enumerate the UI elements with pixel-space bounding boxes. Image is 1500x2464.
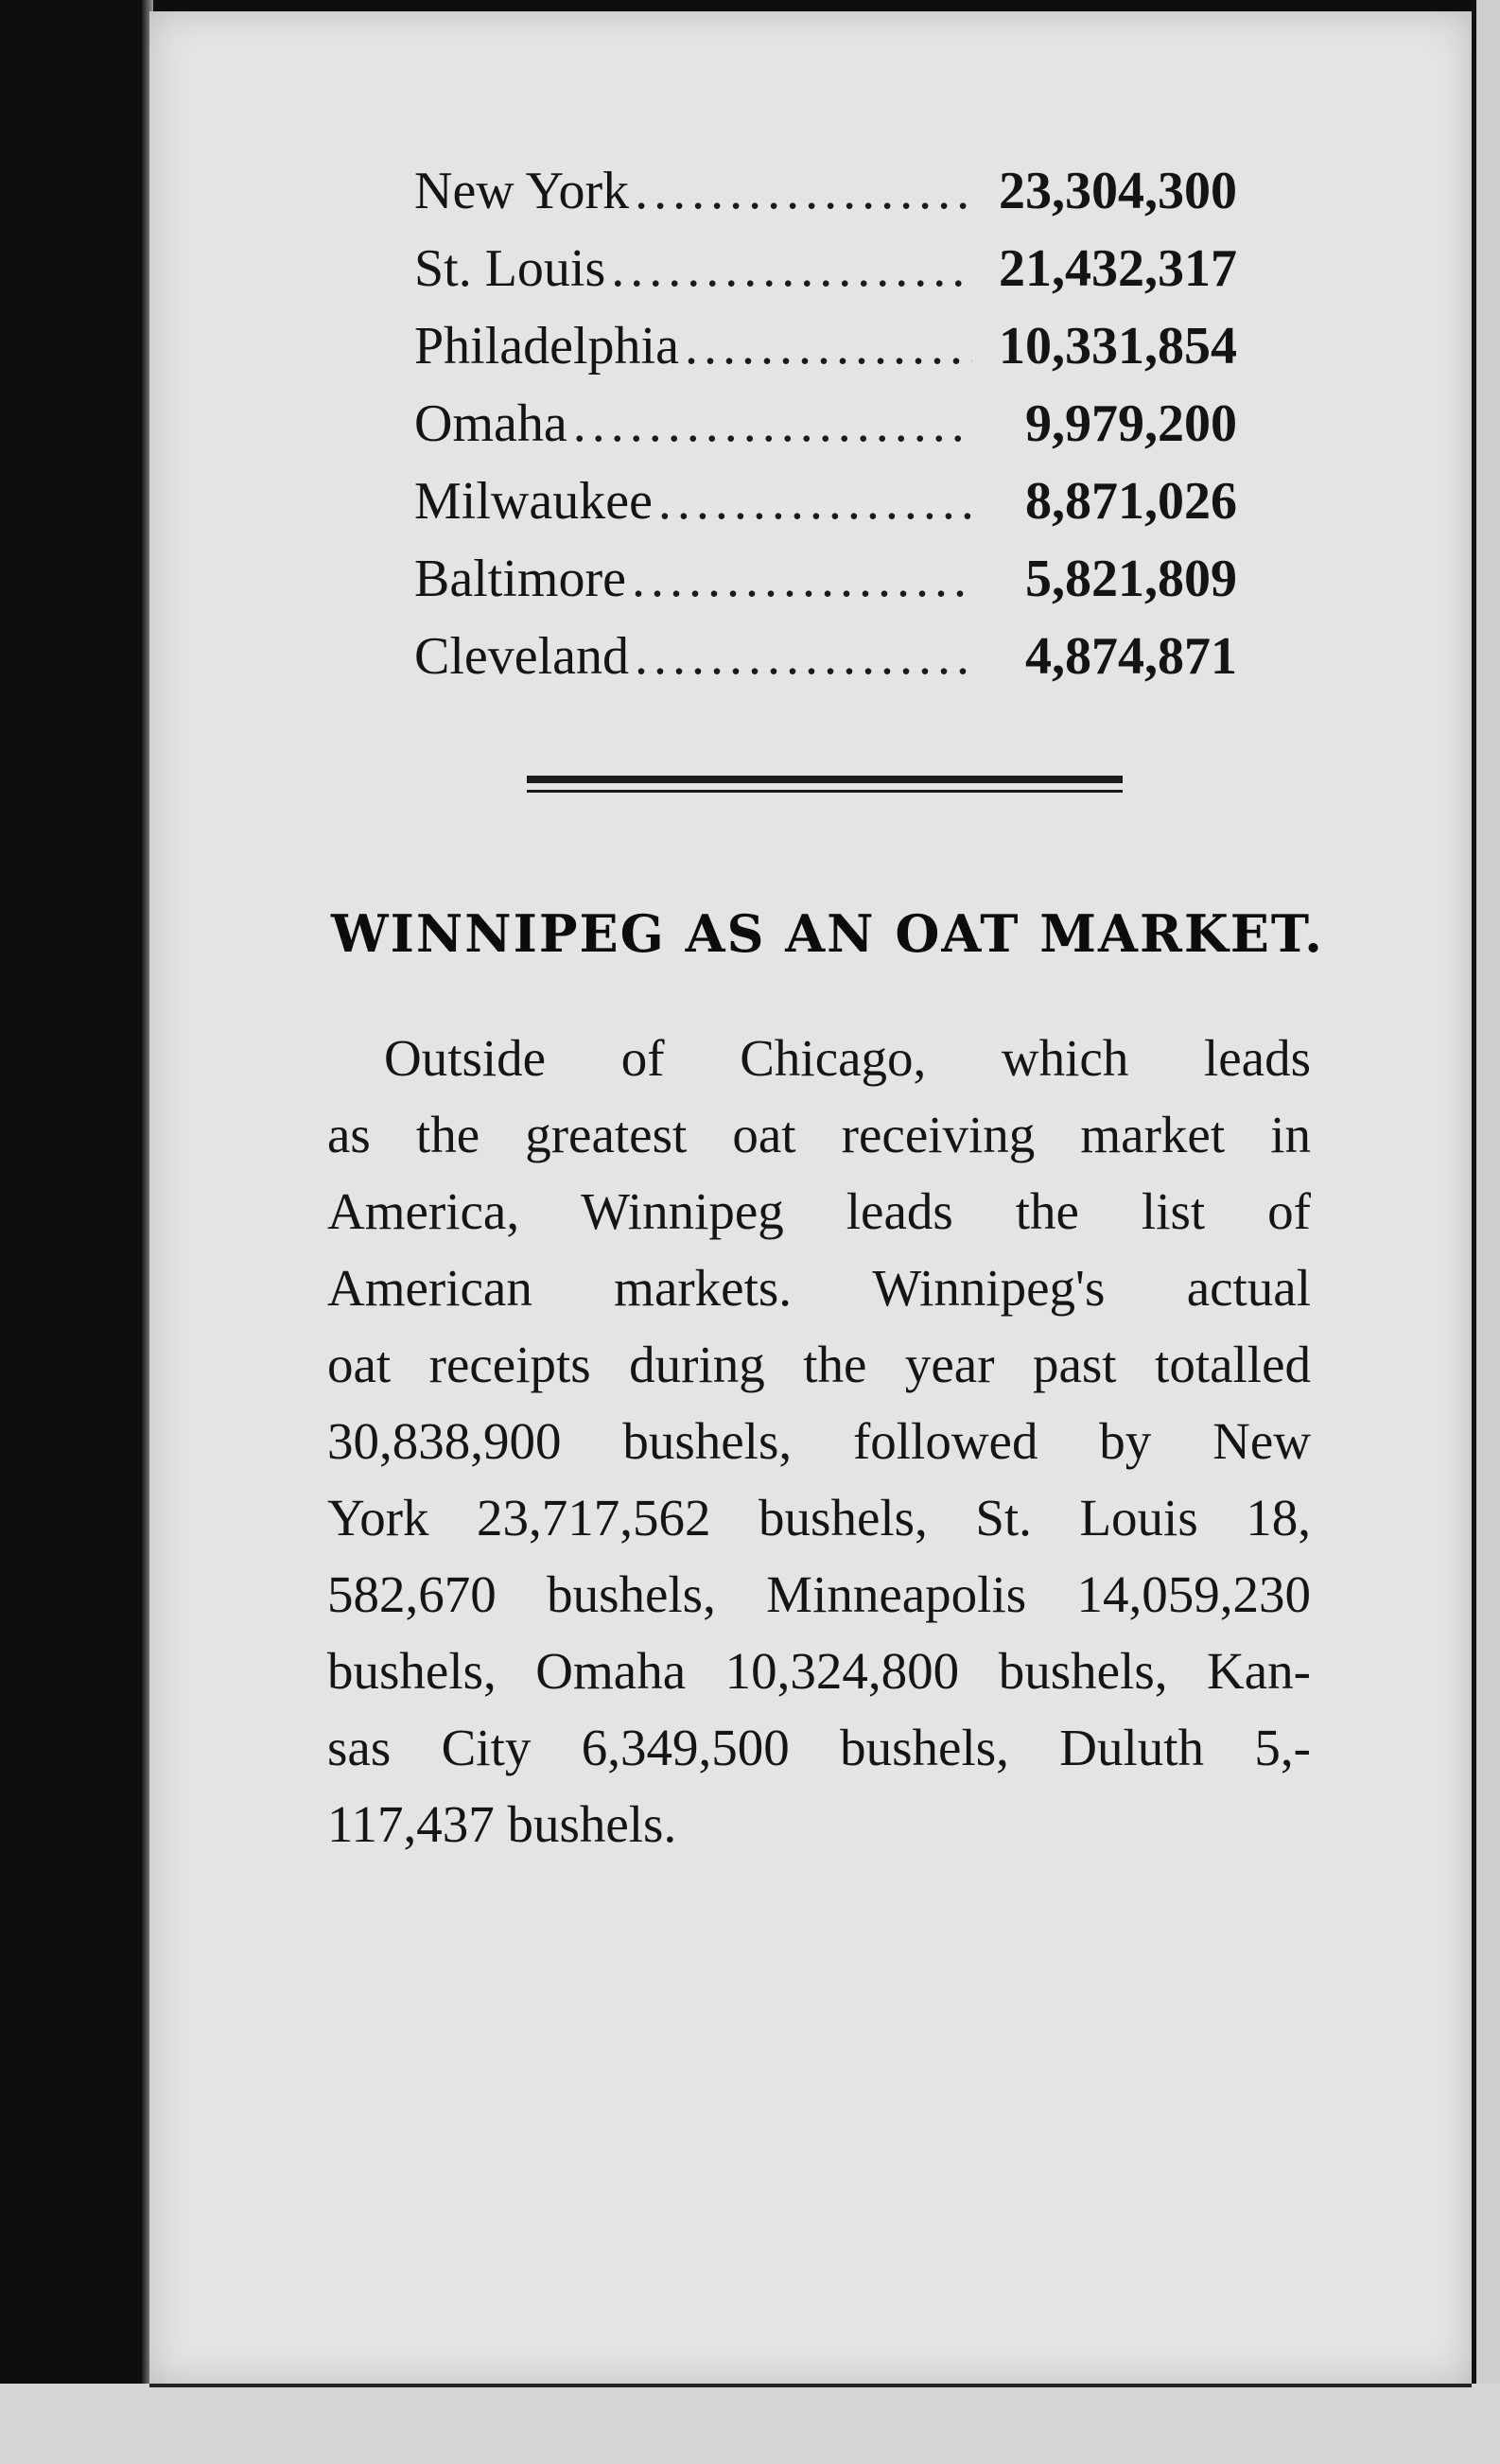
paragraph-line: oat receipts during the year past totalled [327, 1336, 1311, 1393]
paragraph-line: sas City 6,349,500 bushels, Duluth 5,- [327, 1719, 1311, 1776]
city-name: Philadelphia [414, 317, 679, 376]
dot-leader [573, 393, 972, 454]
city-value: 23,304,300 [999, 162, 1237, 220]
dot-leader [635, 626, 972, 687]
paragraph-line: 582,670 bushels, Minneapolis 14,059,230 [327, 1565, 1311, 1623]
body-paragraph [327, 1020, 1311, 1862]
dot-leader [611, 238, 972, 299]
paragraph-line: 30,838,900 bushels, followed by New [327, 1412, 1311, 1470]
paragraph-line: America, Winnipeg leads the list of [327, 1182, 1311, 1240]
dot-leader [635, 161, 972, 221]
double-rule-divider [527, 776, 1123, 793]
paragraph-line: bushels, Omaha 10,324,800 bushels, Kan- [327, 1642, 1311, 1700]
table-row [414, 549, 1237, 626]
paragraph-line: York 23,717,562 bushels, St. Louis 18, [327, 1489, 1311, 1547]
city-value: 10,331,854 [999, 317, 1237, 376]
city-name: Omaha [414, 394, 567, 453]
paragraph-line: American markets. Winnipeg's actual [327, 1259, 1311, 1317]
city-receipts-table [414, 161, 1237, 704]
dot-leader [685, 316, 972, 376]
city-name: Milwaukee [414, 472, 653, 531]
paragraph-line: 117,437 bushels. [327, 1795, 677, 1853]
city-value: 21,432,317 [999, 239, 1237, 298]
city-value: 8,871,026 [1025, 472, 1237, 531]
city-name: New York [414, 162, 630, 220]
paragraph-line: Outside of Chicago, which leads [384, 1029, 1311, 1087]
dot-leader [632, 549, 972, 609]
table-row [414, 161, 1237, 238]
city-value: 9,979,200 [1025, 394, 1237, 453]
table-row [414, 626, 1237, 704]
table-row [414, 316, 1237, 393]
page-gutter-line [1472, 0, 1476, 2464]
city-value: 4,874,871 [1025, 627, 1237, 686]
page-bottom-edge [149, 2384, 1472, 2387]
city-name: St. Louis [414, 239, 606, 298]
table-row [414, 471, 1237, 549]
divider-thin-line [527, 790, 1123, 793]
divider-thick-line [527, 776, 1123, 783]
scan-bottom-margin [0, 2384, 1500, 2464]
paragraph-line: as the greatest oat receiving market in [327, 1106, 1311, 1163]
table-row [414, 238, 1237, 316]
city-value: 5,821,809 [1025, 550, 1237, 608]
section-heading: WINNIPEG AS AN OAT MARKET. [331, 903, 1324, 964]
city-name: Baltimore [414, 550, 626, 608]
dot-leader [658, 471, 972, 532]
table-row [414, 393, 1237, 471]
city-name: Cleveland [414, 627, 630, 686]
